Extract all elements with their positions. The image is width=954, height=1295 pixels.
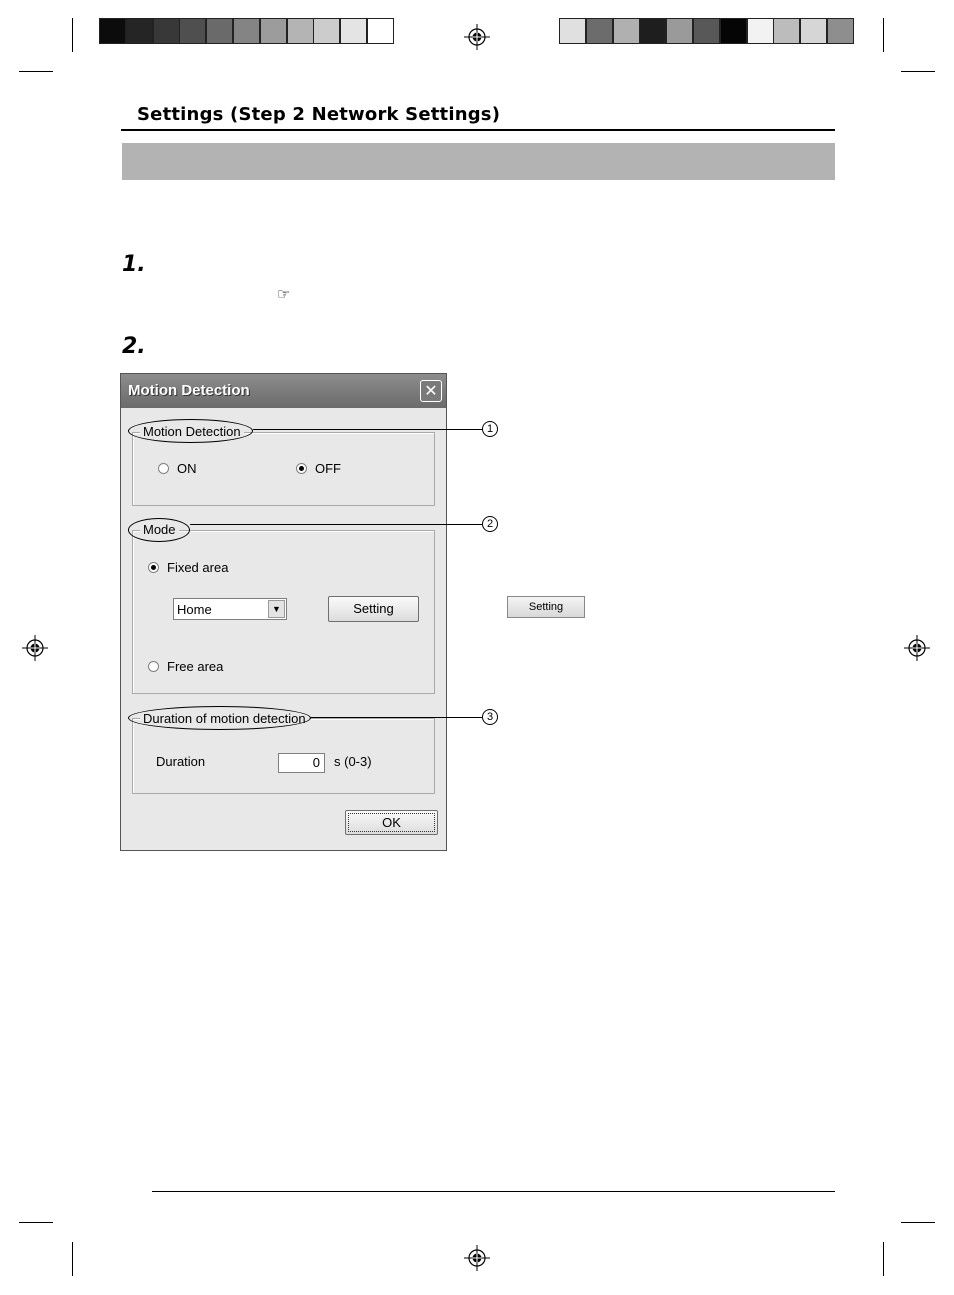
dialog-title: Motion Detection xyxy=(128,382,250,399)
color-swatch xyxy=(613,18,640,44)
color-swatch xyxy=(800,18,827,44)
color-swatch xyxy=(287,18,314,44)
color-swatch xyxy=(639,18,666,44)
color-swatch xyxy=(666,18,693,44)
setting-button[interactable]: Setting xyxy=(328,596,419,622)
color-swatch xyxy=(773,18,800,44)
section-header-band xyxy=(122,143,835,180)
area-select-value: Home xyxy=(177,602,212,617)
color-swatch xyxy=(260,18,287,44)
crop-mark xyxy=(72,1242,73,1276)
color-swatch xyxy=(693,18,720,44)
callout-number-2: 2 xyxy=(482,516,498,532)
ok-button[interactable] xyxy=(345,810,438,835)
free-area-label: Free area xyxy=(167,659,224,674)
callout-oval-1 xyxy=(128,419,253,443)
chevron-down-icon[interactable]: ▼ xyxy=(268,600,285,618)
title-underline xyxy=(121,129,835,131)
registration-mark-icon xyxy=(22,635,48,661)
color-swatch xyxy=(153,18,180,44)
callout-leader-3 xyxy=(311,717,482,718)
callout-number-1: 1 xyxy=(482,421,498,437)
callout-oval-2 xyxy=(128,518,190,542)
registration-mark-icon xyxy=(464,24,490,50)
duration-unit-label: s (0-3) xyxy=(334,754,372,769)
motion-on-radio[interactable] xyxy=(158,461,197,476)
color-swatch xyxy=(179,18,206,44)
setting-button-reference: Setting xyxy=(507,596,585,618)
callout-leader-2 xyxy=(190,524,482,525)
crop-mark xyxy=(72,18,73,52)
duration-legend: Duration of motion detection xyxy=(140,711,309,726)
callout-leader-1 xyxy=(253,429,482,430)
crop-mark xyxy=(19,1222,53,1223)
color-swatch xyxy=(827,18,854,44)
callout-oval-3 xyxy=(128,706,311,730)
registration-mark-icon xyxy=(464,1245,490,1271)
fixed-area-radio[interactable] xyxy=(148,560,228,575)
color-swatch xyxy=(206,18,233,44)
motion-off-radio[interactable] xyxy=(296,461,341,476)
motion-on-label: ON xyxy=(177,461,197,476)
motion-off-label: OFF xyxy=(315,461,341,476)
duration-label: Duration xyxy=(156,754,206,769)
mode-legend: Mode xyxy=(140,522,179,537)
step-number-1: 1. xyxy=(122,252,146,277)
color-swatch xyxy=(99,18,126,44)
crop-mark xyxy=(901,71,935,72)
dialog-titlebar xyxy=(121,374,446,408)
close-button[interactable]: ✕ xyxy=(420,380,442,402)
page-title: Settings (Step 2 Network Settings) xyxy=(137,104,501,125)
color-swatch xyxy=(340,18,367,44)
color-swatch xyxy=(720,18,747,44)
callout-number-3: 3 xyxy=(482,709,498,725)
color-swatch xyxy=(559,18,586,44)
crop-mark xyxy=(883,1242,884,1276)
area-select[interactable] xyxy=(173,598,287,620)
footer-rule xyxy=(152,1191,835,1192)
motion-detection-dialog xyxy=(120,373,447,851)
motion-detection-legend: Motion Detection xyxy=(140,424,244,439)
step-number-2: 2. xyxy=(122,334,146,359)
pointing-hand-icon: ☞ xyxy=(277,286,291,303)
fixed-area-label: Fixed area xyxy=(167,560,229,575)
duration-input[interactable]: 0 xyxy=(278,753,325,773)
color-swatch xyxy=(367,18,394,44)
color-swatch xyxy=(313,18,340,44)
color-swatch xyxy=(233,18,260,44)
ok-button-label: OK xyxy=(348,813,435,832)
crop-mark xyxy=(19,71,53,72)
crop-mark xyxy=(901,1222,935,1223)
registration-mark-icon xyxy=(904,635,930,661)
color-swatch xyxy=(126,18,153,44)
crop-mark xyxy=(883,18,884,52)
free-area-radio[interactable] xyxy=(148,659,223,674)
color-swatch xyxy=(586,18,613,44)
color-swatch xyxy=(747,18,774,44)
